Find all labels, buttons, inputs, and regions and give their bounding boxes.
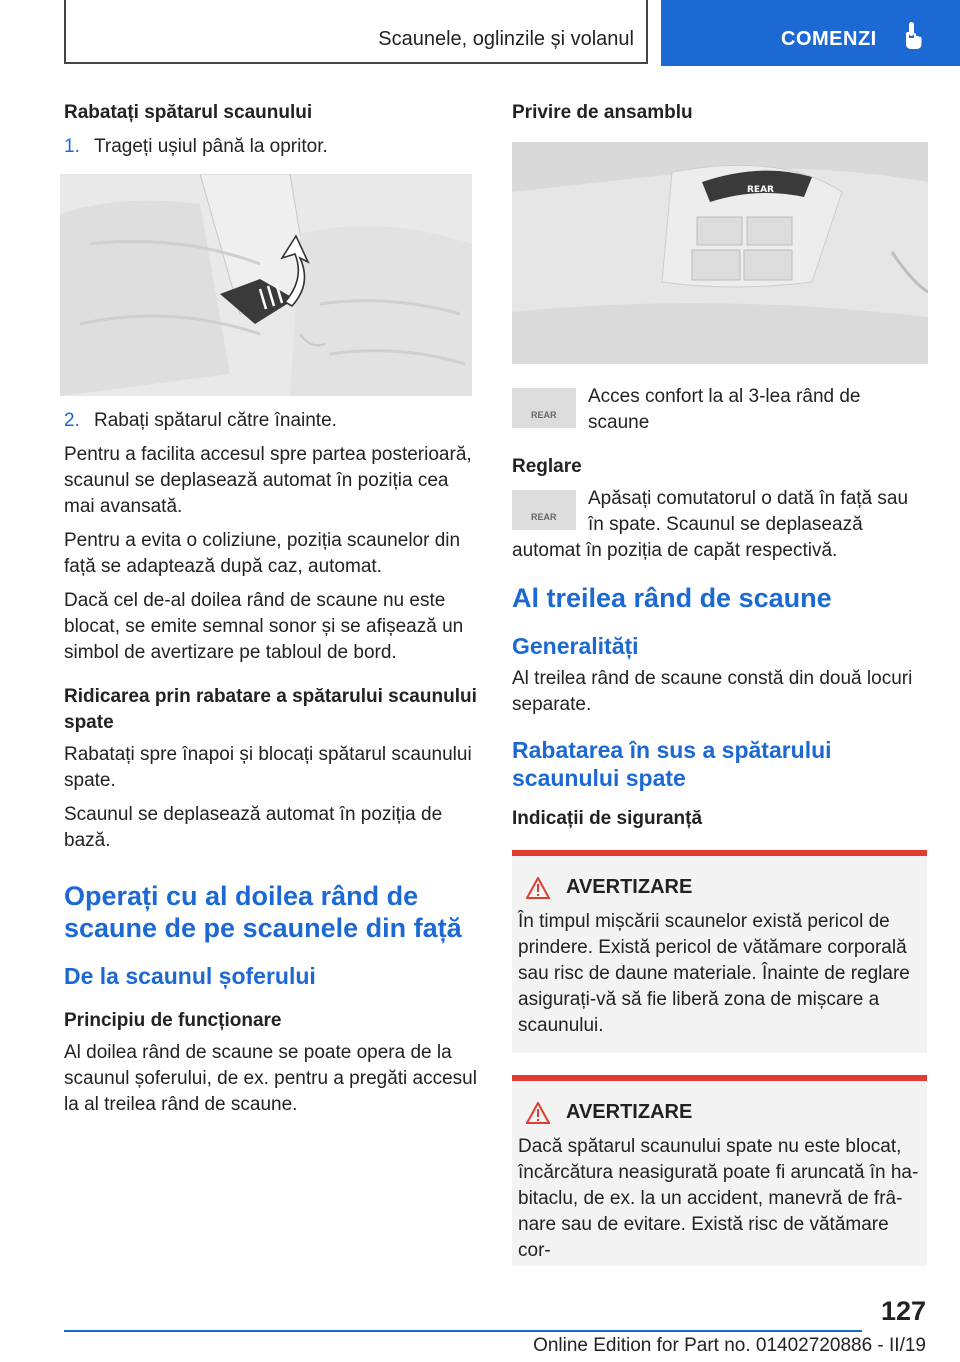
hand-pointer-icon <box>902 22 924 55</box>
warning-box <box>512 1075 927 1266</box>
subsection-heading: De la scaunul șoferului <box>64 963 316 989</box>
step-number: 2. <box>64 410 80 431</box>
fold-heading: Rabatarea în sus a spătarului scaunului spate <box>512 737 832 791</box>
door-panel-figure <box>512 142 928 364</box>
paragraph: Dacă cel de-al doilea rând de scaune nu este blocat, se emite semnal sonor și se afișează un simbol de avertizare pe tabloul de bord. <box>64 590 464 663</box>
paragraph: Pentru a evita o coliziune, poziția scaunelor din față se adaptează după caz, automat. <box>64 530 461 577</box>
safety-heading: Indicații de siguranță <box>512 808 703 829</box>
left-column <box>64 100 479 1126</box>
header-section-box <box>64 0 648 64</box>
warning-title <box>526 876 921 899</box>
third-row-heading: Al treilea rând de scaune <box>512 583 832 613</box>
edition-text: Online Edition for Part no. 01402720886 - II/19 <box>533 1335 926 1356</box>
key-label: REAR <box>531 410 557 420</box>
warning-label: AVERTIZARE <box>566 1101 693 1123</box>
comenzi-tab-label: COMENZI <box>781 28 877 50</box>
principle-heading: Principiu de funcționare <box>64 1010 282 1031</box>
adjust-heading: Reglare <box>512 456 582 477</box>
key-label: REAR <box>531 512 557 522</box>
footer-divider <box>64 1330 862 1332</box>
comfort-access-item <box>512 384 927 436</box>
paragraph: Scaunul se deplasează automat în poziția de bază. <box>64 804 443 851</box>
warning-box <box>512 850 927 1053</box>
step-number: 1. <box>64 136 80 157</box>
step-text: Rabați spătarul către înainte. <box>94 410 337 431</box>
warning-text: În timpul mișcării scaunelor există pericol de prindere. Există pericol de vătămare corporală sau risc de daune materiale. Înainte de reglare asigurați-vă să fie liberă zona de mișcare a scaunului. <box>518 911 910 1036</box>
section-heading: Operați cu al doilea rând de scaune de pe scaunele din față <box>64 881 462 943</box>
rear-seat-key-icon <box>512 490 576 530</box>
warning-triangle-icon <box>526 877 550 899</box>
paragraph: Al treilea rând de scaune constă din două locuri separate. <box>512 668 913 715</box>
general-heading: Generalități <box>512 633 639 659</box>
step-heading: Rabatați spătarul scaunului <box>64 102 313 123</box>
right-column <box>512 100 927 1288</box>
list-item <box>64 134 479 160</box>
paragraph: Pentru a facilita accesul spre partea posterioară, scaunul se deplasează automat în poziția cea mai avansată. <box>64 444 472 517</box>
paragraph: Al doilea rând de scaune se poate opera de la scaunul șoferului, de ex. pentru a pregăti accesul la al treilea rând de scaune. <box>64 1042 477 1115</box>
warning-title <box>526 1101 921 1124</box>
comfort-text: Acces confort la al 3-lea rând de scaune <box>588 386 861 433</box>
seat-release-figure <box>60 174 472 396</box>
svg-text:REAR: REAR <box>747 185 774 195</box>
comenzi-tab[interactable] <box>661 0 960 66</box>
lift-heading: Ridicarea prin rabatare a spătarului scaunului spate <box>64 686 477 733</box>
adjust-text: Apăsați comutatorul o dată în față sau în spate. Scaunul se deplasează automat în poziția de capăt respectivă. <box>512 488 909 561</box>
warning-label: AVERTIZARE <box>566 876 693 898</box>
section-title: Scaunele, oglinzile și volanul <box>378 28 634 50</box>
rear-seat-key-icon <box>512 388 576 428</box>
adjust-item <box>512 486 927 564</box>
warning-text: Dacă spătarul scaunului spate nu este blocat, încărcătura neasigurată poate fi aruncată în ha-bitaclu, de ex. la un accident, manevră de frâ-nare sau de evitare. Există risc de vătămare cor- <box>518 1136 919 1261</box>
warning-triangle-icon <box>526 1102 550 1124</box>
page-number: 127 <box>880 1296 926 1326</box>
overview-heading: Privire de ansamblu <box>512 102 693 123</box>
list-item <box>64 408 479 434</box>
step-text: Trageți ușiul până la opritor. <box>94 136 328 157</box>
paragraph: Rabatați spre înapoi și blocați spătarul scaunului spate. <box>64 744 472 791</box>
